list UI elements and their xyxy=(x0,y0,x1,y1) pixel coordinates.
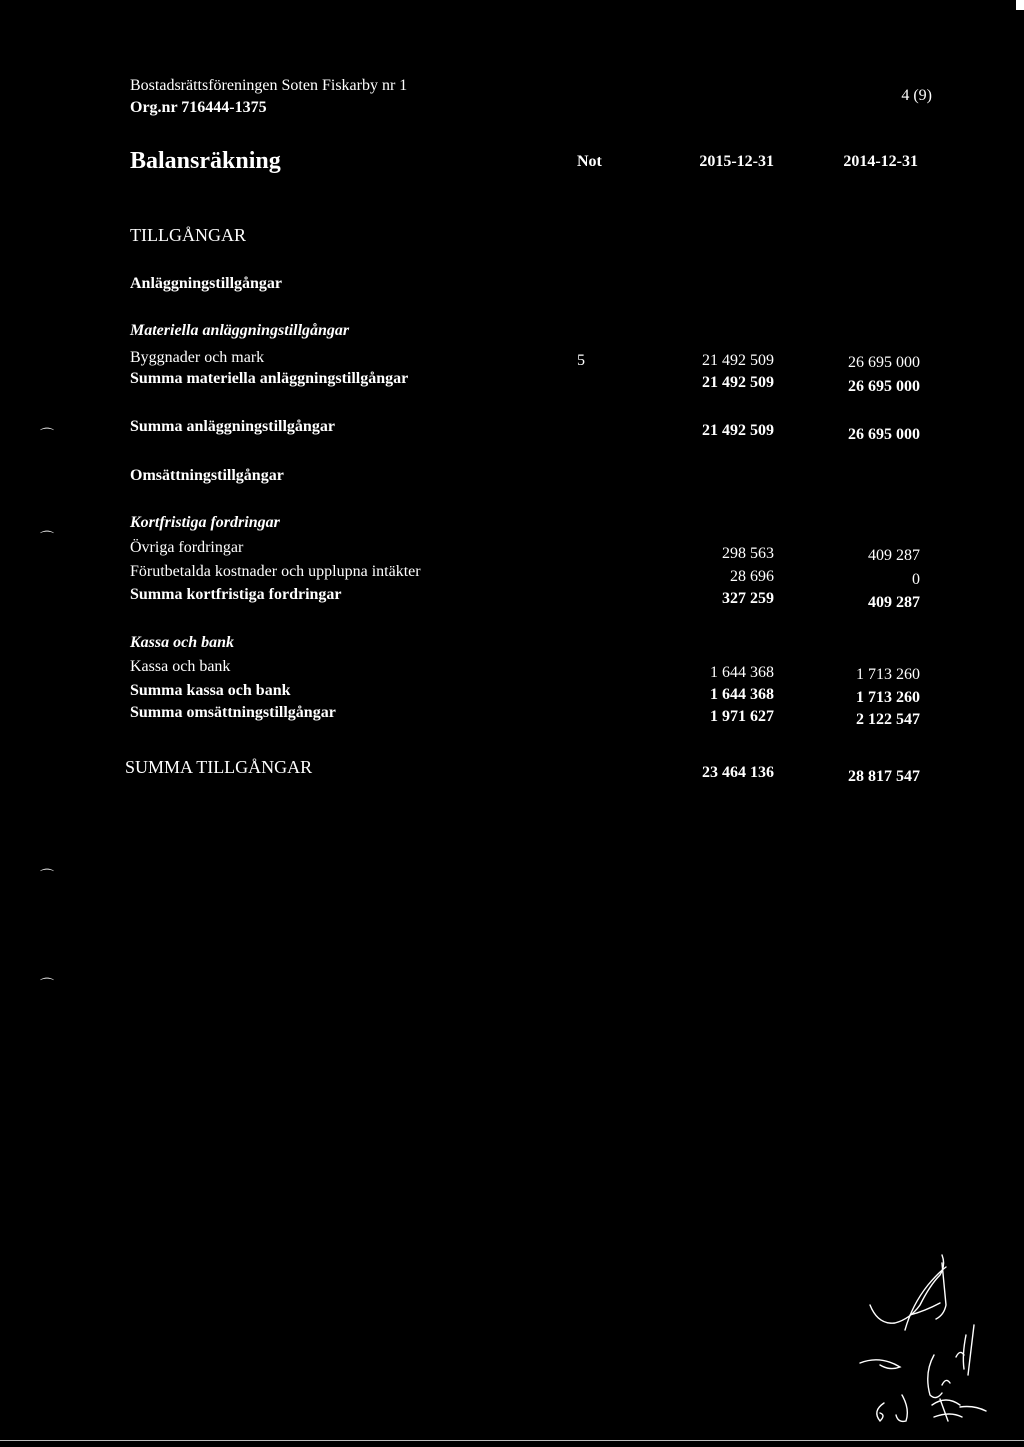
row-summa-tillgangar-2014: 28 817 547 xyxy=(848,768,920,785)
row-summa-kortfristiga-2015: 327 259 xyxy=(722,590,774,607)
page-edge-line xyxy=(0,1440,1024,1441)
row-summa-kassa-2015: 1 644 368 xyxy=(710,686,774,703)
org-name: Bostadsrättsföreningen Soten Fiskarby nr 1 xyxy=(130,77,408,94)
row-summa-anlaggning-2015: 21 492 509 xyxy=(702,422,774,439)
row-byggnader-label: Byggnader och mark xyxy=(130,349,265,366)
row-kassa-label: Kassa och bank xyxy=(130,658,231,675)
row-kassa-2015: 1 644 368 xyxy=(710,664,774,681)
row-summa-materiella-2014: 26 695 000 xyxy=(848,378,920,395)
section-tillgangar: TILLGÅNGAR xyxy=(130,225,246,245)
not-column-header: Not xyxy=(577,153,602,170)
row-summa-omsattning-label: Summa omsättningstillgångar xyxy=(130,704,336,721)
org-number: Org.nr 716444-1375 xyxy=(130,99,267,116)
row-summa-tillgangar-label: SUMMA TILLGÅNGAR xyxy=(125,757,313,777)
row-summa-kortfristiga-2014: 409 287 xyxy=(868,594,920,611)
scan-mark: ⌒ xyxy=(40,532,54,547)
row-forutbetalda-2015: 28 696 xyxy=(730,568,774,585)
scan-corner-mark xyxy=(1016,0,1024,10)
row-forutbetalda-label: Förutbetalda kostnader och upplupna intäkter xyxy=(130,563,421,580)
subsection-kassa: Kassa och bank xyxy=(130,634,235,651)
row-summa-kassa-label: Summa kassa och bank xyxy=(130,682,291,699)
column-header-2015: 2015-12-31 xyxy=(699,153,774,170)
subsection-kortfristiga: Kortfristiga fordringar xyxy=(130,514,280,531)
row-ovriga-2015: 298 563 xyxy=(722,545,774,562)
row-summa-materiella-2015: 21 492 509 xyxy=(702,374,774,391)
row-summa-kassa-2014: 1 713 260 xyxy=(856,689,920,706)
page-title: Balansräkning xyxy=(130,148,281,174)
row-summa-anlaggning-2014: 26 695 000 xyxy=(848,426,920,443)
row-summa-kortfristiga-label: Summa kortfristiga fordringar xyxy=(130,586,342,603)
row-forutbetalda-2014: 0 xyxy=(912,571,920,588)
row-summa-omsattning-2015: 1 971 627 xyxy=(710,708,774,725)
page-number: 4 (9) xyxy=(901,87,932,104)
row-ovriga-label: Övriga fordringar xyxy=(130,539,244,556)
row-summa-anlaggning-label: Summa anläggningstillgångar xyxy=(130,418,335,435)
scan-mark: ⌒ xyxy=(40,870,54,885)
row-byggnader-2014: 26 695 000 xyxy=(848,354,920,371)
signature-initials xyxy=(850,1245,1010,1425)
column-header-2014: 2014-12-31 xyxy=(843,153,918,170)
scan-mark: ⌒ xyxy=(40,429,54,444)
section-omsattningstillgangar: Omsättningstillgångar xyxy=(130,467,284,484)
row-byggnader-2015: 21 492 509 xyxy=(702,352,774,369)
row-summa-tillgangar-2015: 23 464 136 xyxy=(702,764,774,781)
scan-mark: ⌒ xyxy=(40,979,54,994)
section-anlaggningstillgangar: Anläggningstillgångar xyxy=(130,275,283,292)
row-summa-materiella-label: Summa materiella anläggningstillgångar xyxy=(130,370,409,387)
subsection-materiella: Materiella anläggningstillgångar xyxy=(130,322,350,339)
row-byggnader-note: 5 xyxy=(577,352,585,369)
row-ovriga-2014: 409 287 xyxy=(868,547,920,564)
row-kassa-2014: 1 713 260 xyxy=(856,666,920,683)
row-summa-omsattning-2014: 2 122 547 xyxy=(856,711,920,728)
